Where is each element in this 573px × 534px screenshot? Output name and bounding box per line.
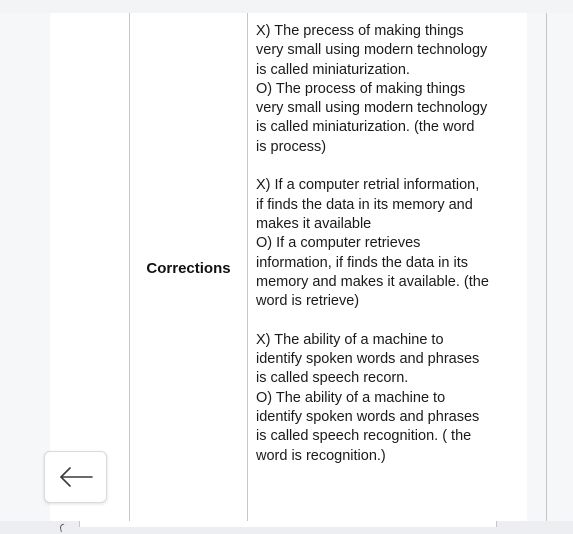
correction-line: word is recognition.)	[256, 447, 386, 464]
correction-line: is called speech recognition. ( the	[256, 428, 472, 445]
correction-line: if finds the data in its memory and	[256, 196, 473, 213]
paragraph-gap	[256, 157, 544, 176]
correction-line: identify spoken words and phrases	[256, 351, 480, 368]
correction-line: O) The process of making things	[256, 80, 466, 97]
back-button[interactable]	[44, 451, 107, 503]
correction-line: is called speech recorn.	[256, 370, 409, 387]
correction-line: O) If a computer retrieves	[256, 235, 421, 252]
correction-line: O) The ability of a machine to	[256, 389, 446, 406]
correction-line: makes it available	[256, 215, 372, 232]
bottom-bar	[0, 521, 573, 534]
table-bottom-edge	[79, 521, 497, 527]
correction-line: is process)	[256, 138, 327, 155]
correction-line: is called miniaturization.	[256, 61, 410, 78]
correction-line: X) The precess of making things	[256, 23, 464, 39]
top-strip	[0, 0, 573, 13]
back-arrow-icon	[58, 466, 94, 488]
correction-line: memory and makes it available. (the	[256, 273, 489, 290]
document-page	[50, 13, 527, 521]
corrections-cell	[256, 22, 544, 466]
correction-line: X) If a computer retrial information,	[256, 177, 480, 194]
correction-line: word is retrieve)	[256, 293, 360, 310]
paragraph-gap	[256, 311, 544, 330]
correction-line: is called miniaturization. (the word	[256, 119, 475, 136]
correction-line: very small using modern technology	[256, 100, 488, 117]
correction-line: X) The ability of a machine to	[256, 331, 444, 348]
table-column-divider	[247, 13, 248, 530]
correction-line: identify spoken words and phrases	[256, 408, 480, 425]
correction-line: information, if finds the data in its	[256, 254, 468, 271]
row-label-corrections: Corrections	[146, 260, 231, 277]
left-margin	[0, 13, 50, 521]
correction-line: very small using modern technology	[256, 42, 488, 59]
